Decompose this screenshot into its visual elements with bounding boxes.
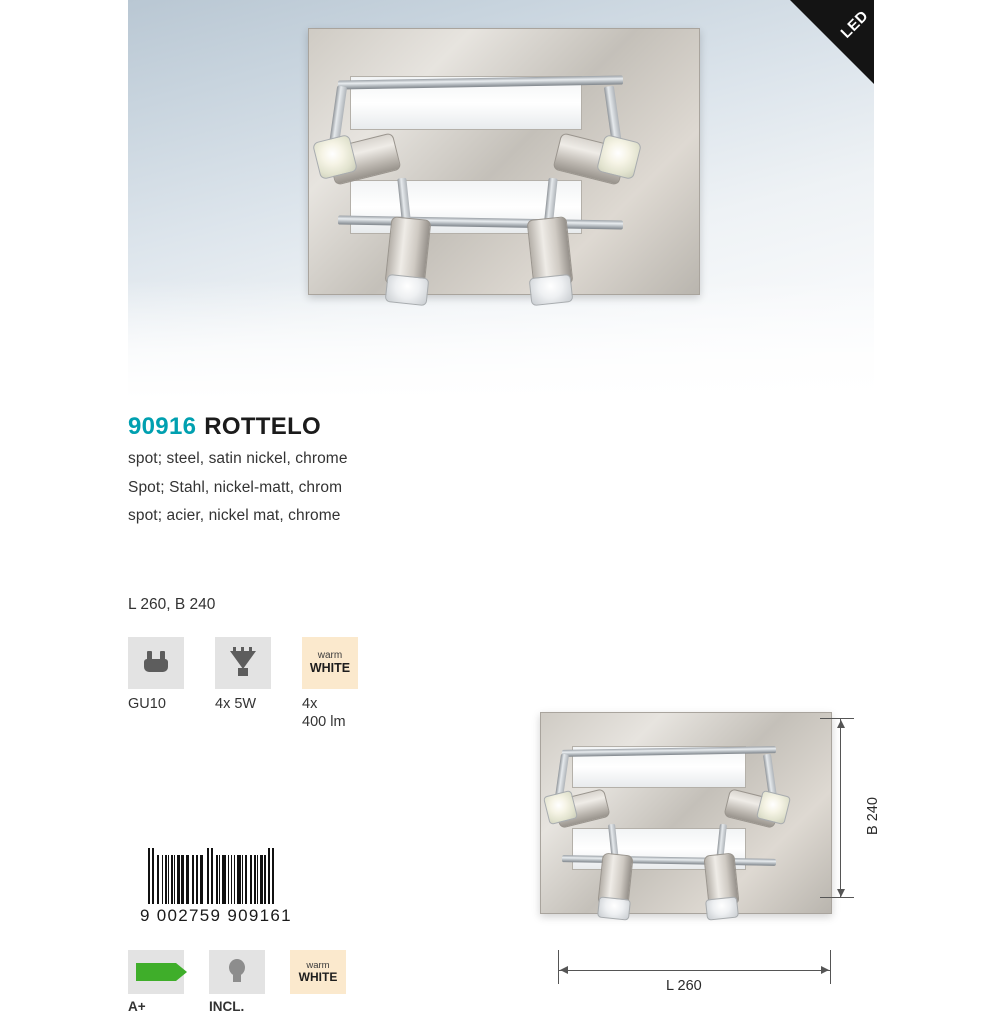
description-en: spot; steel, satin nickel, chrome <box>128 450 348 467</box>
dim-line-vertical <box>840 718 841 898</box>
spec-wattage <box>215 637 271 731</box>
spec-lumen-label <box>302 695 358 731</box>
led-badge <box>790 0 874 84</box>
description-fr: spot; acier, nickel mat, chrome <box>128 507 341 524</box>
bulb-included-glyph <box>226 959 248 985</box>
bulb-glyph <box>229 647 257 679</box>
spec-lumen-label-line2: 400 lm <box>302 714 346 731</box>
tech-spot-glass-bottom-left <box>597 896 631 920</box>
led-badge-label: LED <box>837 7 872 42</box>
spot-glass-bottom-left <box>385 274 430 306</box>
energy-arrow-shape <box>136 963 176 981</box>
spec-wattage-label: 4x 5W <box>215 696 257 712</box>
warm-white-line1: warm <box>317 650 343 662</box>
product-illustration <box>308 28 698 293</box>
dimensions-text: L 260, B 240 <box>128 596 216 613</box>
badge-energy-class <box>128 950 184 1014</box>
dim-tick-bottom <box>820 897 854 898</box>
dim-arrow-down <box>837 889 845 897</box>
spec-lumen-label-line1: 4x <box>302 696 318 712</box>
badge-included-label: INCL. <box>209 999 245 1014</box>
badge-bulb-included <box>209 950 265 1014</box>
dim-arrow-up <box>837 720 845 728</box>
gu10-socket-icon <box>128 637 184 689</box>
bottom-badge-row <box>128 950 346 1014</box>
page-title <box>128 413 321 441</box>
dim-label-height: B 240 <box>865 797 881 835</box>
gu10-socket-glyph <box>141 649 171 677</box>
energy-arrow-icon <box>128 950 184 994</box>
gu10-body <box>144 659 168 672</box>
warm-white-bottom-line1: warm <box>306 959 330 971</box>
warm-white-bottom-line2: WHITE <box>298 969 338 984</box>
dim-arrow-right <box>821 966 829 974</box>
tech-spot-glass-bottom-right <box>705 896 739 920</box>
bulb-icon <box>215 637 271 689</box>
spot-glass-bottom-right <box>529 274 574 306</box>
spec-icon-row <box>128 637 358 731</box>
badge-energy-label: A+ <box>128 999 146 1014</box>
product-code: 90916 <box>128 413 197 440</box>
description-de: Spot; Stahl, nickel-matt, chrom <box>128 479 343 496</box>
dim-tick-top <box>820 718 854 719</box>
bulb-cone <box>230 651 256 669</box>
barcode-number: 9 002759 909161 <box>140 906 292 925</box>
warm-white-icon-bottom <box>290 950 346 994</box>
bulb-included-bulb <box>229 959 245 976</box>
badge-warm-white <box>290 950 346 1014</box>
dim-line-horizontal <box>558 970 830 971</box>
warm-white-icon <box>302 637 358 689</box>
product-name: ROTTELO <box>204 413 322 440</box>
dim-arrow-left <box>560 966 568 974</box>
bulb-included-socket <box>233 975 241 982</box>
dim-label-width: L 260 <box>666 978 702 994</box>
barcode-bars <box>148 848 338 904</box>
bulb-base <box>238 668 248 676</box>
spec-lumen <box>302 637 358 731</box>
dim-tick-right <box>830 950 831 984</box>
spec-socket <box>128 637 184 731</box>
product-hero-image <box>128 0 874 400</box>
technical-lamp-illustration <box>540 712 830 912</box>
dim-tick-left <box>558 950 559 984</box>
hero-gradient-floor <box>128 280 874 400</box>
bulb-included-icon <box>209 950 265 994</box>
warm-white-line2: WHITE <box>309 660 351 675</box>
spec-socket-label: GU10 <box>128 696 166 712</box>
barcode <box>140 848 338 925</box>
technical-drawing <box>520 700 880 1000</box>
